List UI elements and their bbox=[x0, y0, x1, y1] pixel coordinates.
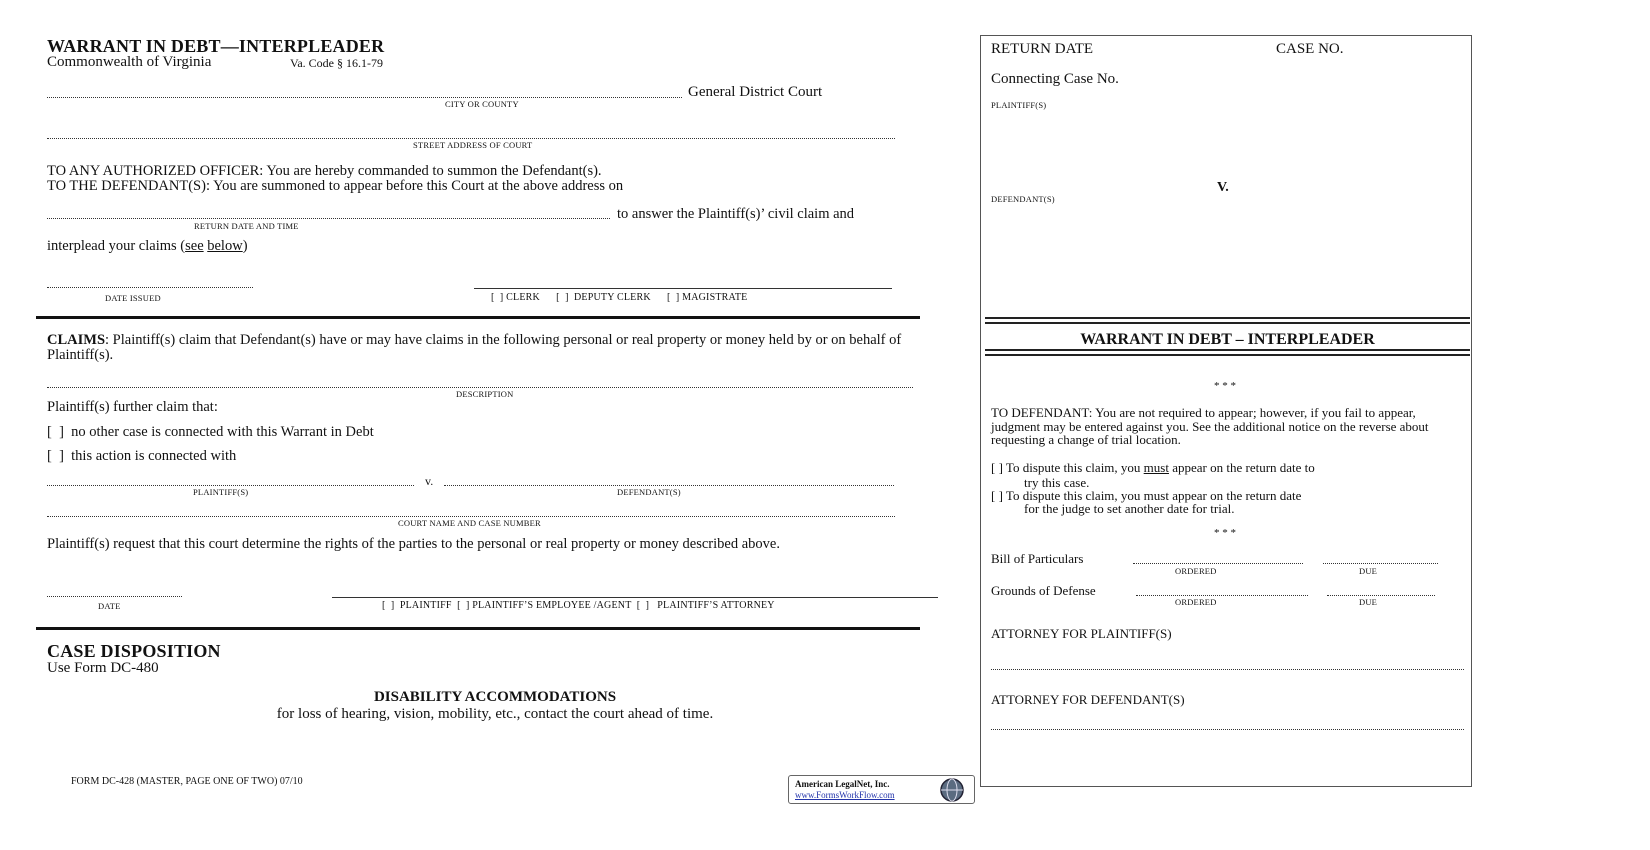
accommodations-text: for loss of hearing, vision, mobility, etc., contact the court ahead of time. bbox=[276, 706, 714, 722]
issuer-role-options[interactable]: [ ] CLERK [ ] DEPUTY CLERK [ ] MAGISTRATE bbox=[491, 292, 748, 303]
bill-ordered-label: ORDERED bbox=[1175, 566, 1217, 576]
form-id: FORM DC-428 (MASTER, PAGE ONE OF TWO) 07/10 bbox=[71, 776, 303, 787]
see-link: see bbox=[185, 238, 204, 254]
connecting-case-no: Connecting Case No. bbox=[991, 71, 1119, 87]
court-suffix: General District Court bbox=[688, 84, 823, 100]
plaintiff-role-options[interactable]: [ ] PLAINTIFF [ ] PLAINTIFF’S EMPLOYEE /AGENT [ ] PLAINTIFF’S ATTORNEY bbox=[382, 600, 775, 611]
court-address-field[interactable] bbox=[47, 138, 895, 139]
date-issued-label: DATE ISSUED bbox=[105, 293, 161, 303]
defendant-label: DEFENDANT(S) bbox=[617, 487, 681, 497]
further-claim: Plaintiff(s) further claim that: bbox=[47, 399, 218, 415]
dispute-option-1[interactable] bbox=[991, 461, 1461, 475]
bill-of-particulars-label: Bill of Particulars bbox=[991, 551, 1084, 566]
court-case-label: COURT NAME AND CASE NUMBER bbox=[398, 518, 541, 528]
connected-defendant-field[interactable] bbox=[444, 485, 894, 486]
description-field[interactable] bbox=[47, 387, 913, 388]
attorney-defendant-label: ATTORNEY FOR DEFENDANT(S) bbox=[991, 692, 1185, 707]
dispute1-text-b: appear on the return date to bbox=[1168, 460, 1315, 475]
side-versus: V. bbox=[1217, 180, 1229, 195]
section-divider-2 bbox=[36, 627, 920, 630]
vendor-name: American LegalNet, Inc. bbox=[795, 779, 890, 789]
date-issued-field[interactable] bbox=[47, 287, 253, 288]
disposition-heading: CASE DISPOSITION bbox=[47, 641, 221, 661]
side-title: WARRANT IN DEBT – INTERPLEADER bbox=[1080, 331, 1375, 348]
section-divider bbox=[36, 316, 920, 319]
option-no-connected-case[interactable]: [ ] no other case is connected with this Warrant in Debt bbox=[47, 424, 374, 440]
case-no-heading: CASE NO. bbox=[1276, 41, 1344, 57]
vendor-logo bbox=[788, 775, 975, 804]
claims-body: : Plaintiff(s) claim that Defendant(s) have or may have claims in the following personal or real property or money held by or on behalf of Plaintiff(s). bbox=[47, 332, 902, 363]
interplead-text bbox=[47, 239, 248, 254]
city-field[interactable] bbox=[47, 97, 682, 98]
request-date-field[interactable] bbox=[47, 596, 182, 597]
claims-heading: CLAIMS bbox=[47, 332, 106, 348]
return-date-label: RETURN DATE AND TIME bbox=[194, 221, 299, 231]
date-label: DATE bbox=[98, 601, 121, 611]
attorney-plaintiff-field[interactable] bbox=[991, 669, 1464, 670]
defendant-summons: TO THE DEFENDANT(S): You are summoned to appear before this Court at the above address on bbox=[47, 178, 624, 194]
grounds-of-defense-label: Grounds of Defense bbox=[991, 583, 1096, 598]
option-connected-case[interactable]: [ ] this action is connected with bbox=[47, 448, 237, 464]
bill-due-label: DUE bbox=[1359, 566, 1378, 576]
grounds-ordered-label: ORDERED bbox=[1175, 597, 1217, 607]
form-title: WARRANT IN DEBT—INTERPLEADER bbox=[47, 36, 385, 56]
interplead-suffix: ) bbox=[242, 238, 248, 254]
rights-request: Plaintiff(s) request that this court determine the rights of the parties to the personal or real property or money described above. bbox=[47, 536, 780, 552]
return-date-heading: RETURN DATE bbox=[991, 41, 1094, 57]
issuer-signature-line[interactable] bbox=[474, 288, 892, 289]
plaintiff-signature-line[interactable] bbox=[332, 597, 938, 598]
city-label: CITY OR COUNTY bbox=[445, 99, 519, 109]
title-bar-top bbox=[985, 317, 1470, 324]
title-bar-bottom bbox=[985, 349, 1470, 356]
interplead-prefix: interplead your claims ( bbox=[47, 238, 186, 254]
answer-text: to answer the Plaintiff(s)’ civil claim and bbox=[617, 206, 855, 222]
versus: v. bbox=[425, 474, 434, 488]
stars-divider-2: * * * bbox=[1214, 527, 1236, 539]
dispute1-text-c: try this case. bbox=[1024, 475, 1090, 490]
accommodations-heading: DISABILITY ACCOMMODATIONS bbox=[373, 689, 617, 705]
attorney-plaintiff-label: ATTORNEY FOR PLAINTIFF(S) bbox=[991, 626, 1172, 641]
description-label: DESCRIPTION bbox=[456, 389, 514, 399]
side-defendant-label: DEFENDANT(S) bbox=[991, 194, 1055, 204]
disposition-text: Use Form DC-480 bbox=[47, 660, 159, 676]
address-label: STREET ADDRESS OF COURT bbox=[413, 140, 533, 150]
jurisdiction: Commonwealth of Virginia bbox=[47, 54, 212, 70]
grounds-due-field[interactable] bbox=[1327, 595, 1435, 596]
dispute-option-2[interactable]: [ ] To dispute this claim, you must appear on the return date bbox=[991, 488, 1302, 503]
dispute2-text-b: for the judge to set another date for trial. bbox=[1024, 501, 1235, 516]
return-date-field[interactable] bbox=[47, 218, 610, 219]
vendor-url[interactable]: www.FormsWorkFlow.com bbox=[795, 790, 895, 800]
dispute1-text-a: [ ] To dispute this claim, you bbox=[991, 460, 1144, 475]
officer-command: TO ANY AUTHORIZED OFFICER: You are hereby commanded to summon the Defendant(s). bbox=[47, 163, 602, 179]
connected-plaintiff-field[interactable] bbox=[47, 485, 414, 486]
stars-divider: * * * bbox=[1214, 380, 1236, 392]
grounds-due-label: DUE bbox=[1359, 597, 1378, 607]
statute-code: Va. Code § 16.1-79 bbox=[290, 56, 383, 70]
grounds-ordered-field[interactable] bbox=[1136, 595, 1308, 596]
below-link: below bbox=[207, 238, 243, 254]
bill-ordered-field[interactable] bbox=[1133, 563, 1303, 564]
side-plaintiff-label: PLAINTIFF(S) bbox=[991, 100, 1047, 110]
bill-due-field[interactable] bbox=[1323, 563, 1438, 564]
defendant-notice: TO DEFENDANT: You are not required to appear; however, if you fail to appear, judgment may be entered against you. See the additional notice on the reverse about requesting a change of trial location. bbox=[991, 405, 1429, 448]
claims-text bbox=[47, 333, 907, 363]
plaintiff-label: PLAINTIFF(S) bbox=[193, 487, 249, 497]
attorney-defendant-field[interactable] bbox=[991, 729, 1464, 730]
globe-icon bbox=[939, 777, 965, 803]
court-case-field[interactable] bbox=[47, 516, 895, 517]
dispute1-must: must bbox=[1143, 460, 1169, 475]
